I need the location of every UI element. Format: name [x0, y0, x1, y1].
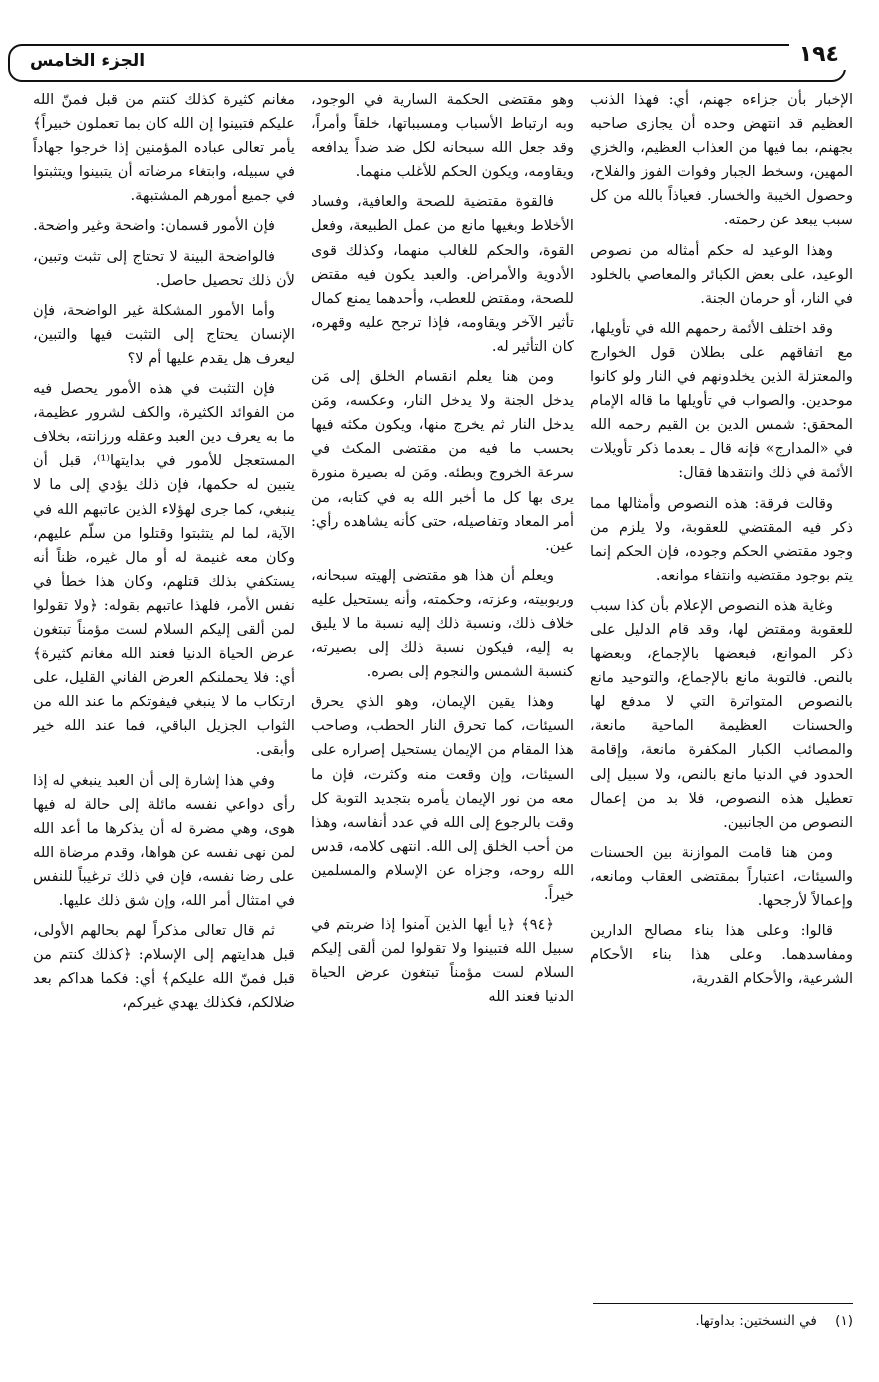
- paragraph: وأما الأمور المشكلة غير الواضحة، فإن الإنسان يحتاج إلى التثبت فيها والتبين، ليعرف هل يقدم عليها أم لا؟: [33, 301, 295, 367]
- paragraph: الإخبار بأن جزاءه جهنم، أي: فهذا الذنب العظيم قد انتهض وحده أن يجازى صاحبه بجهنم، بما فيها من العذاب العظيم، والخزي المهين، وسخط الجبار وفوات الفوز والفلاح، وحصول الخيبة والخسار. فعياذاً بالله من كل سبب يبعد عن رحمته.: [590, 91, 853, 229]
- paragraph: مغانم كثيرة كذلك كنتم من قبل فمنّ الله عليكم فتبينوا إن الله كان بما تعملون خبيراً﴾ يأمر تعالى عباده المؤمنين إذا خرجوا جهاداً في سبيله، وابتغاء مرضاته أن يتبينوا ويتثبتوا في جميع أمورهم المشتبهة.: [33, 91, 295, 205]
- page-number: ١٩٤: [789, 40, 849, 70]
- paragraph: وهذا الوعيد له حكم أمثاله من نصوص الوعيد، على بعض الكبائر والمعاصي بالخلود في النار، أو حرمان الجنة.: [590, 241, 853, 307]
- text-column-left: [33, 88, 295, 1306]
- paragraph: ثم قال تعالى مذكراً لهم بحالهم الأولى، قبل هدايتهم إلى الإسلام: ﴿كذلك كنتم من قبل فمنّ الله عليكم﴾ أي: فكما هداكم بعد ضلالكم، فكذلك يهدي غيركم،: [33, 922, 295, 1012]
- paragraph: فإن التثبت في هذه الأمور يحصل فيه من الفوائد الكثيرة، والكف لشرور عظيمة، ما به يعرف دين العبد وعقله ورزانته، بخلاف المستعجل للأمور في بدايتها⁽¹⁾، قبل أن يتبين له حكمها، فإن ذلك يؤدي إلى ما لا ينبغي، كما جرى لهؤلاء الذين عاتبهم الله في الآية، لما لم يتثبتوا وقتلوا من سلّم عليهم، وكان معه غنيمة له أو مال غيره، ظناً أنه يستكفي بذلك قتلهم، وكان هذا خطأ في نفس الأمر، فلهذا عاتبهم بقوله: ﴿ولا تقولوا لمن ألقى إليكم السلام لست مؤمناً تبتغون عرض الحياة الدنيا فعند الله مغانم كثيرة﴾ أي: فلا يحملنكم العرض الفاني القليل، على ارتكاب ما لا ينبغي فيفوتكم ما عند الله من الثواب الجزيل الباقي، فما عند الله خير وأبقى.: [33, 380, 295, 759]
- paragraph: فالقوة مقتضية للصحة والعافية، وفساد الأخلاط وبغيها مانع من عمل الطبيعة، وفعل القوة، والحكم للغالب منهما، وكذلك قوى الأدوية والأمراض. والعبد يكون فيه مقتض للصحة، ومقتض للعطب، وأحدهما يمنع كمال تأثير الآخر ويقاومه، فإذا ترجح عليه وقهره، كان التأثير له.: [311, 193, 574, 355]
- footnote-text: في النسختين: بداوتها.: [695, 1313, 817, 1329]
- text-column-middle: [311, 88, 574, 1306]
- paragraph: وهو مقتضى الحكمة السارية في الوجود، وبه ارتباط الأسباب ومسبباتها، خلقاً وأمراً، وقد جعل الله سبحانه لكل ضد ضداً يدافعه ويقاومه، ويكون الحكم للأغلب منهما.: [311, 91, 574, 181]
- paragraph: ومن هنا قامت الموازنة بين الحسنات والسيئات، اعتباراً بمقتضى العقاب ومانعه، وإعمالاً لأرجحها.: [590, 843, 853, 909]
- paragraph: فإن الأمور قسمان: واضحة وغير واضحة.: [33, 217, 275, 235]
- text-column-right: [590, 88, 853, 1306]
- running-head: الجزء الخامس: [22, 48, 153, 74]
- paragraph: وغاية هذه النصوص الإعلام بأن كذا سبب للعقوبة ومقتض لها، وقد قام الدليل على ذكر الموانع، فبعضها بالإجماع، وبعضها بالنص. فالتوبة مانع بالإجماع، والتوحيد مانع بالنصوص المتواترة التي لا مدفع لها والحسنات العظيمة الماحية مانعة، والمصائب الكبار المكفرة مانعة، وإقامة الحدود في الدنيا مانع بالنص، ولا سبيل إلى تعطيل هذه النصوص، فلا بد من إعمال النصوص من الجانبين.: [590, 596, 853, 831]
- paragraph: وهذا يقين الإيمان، وهو الذي يحرق السيئات، كما تحرق النار الحطب، وصاحب هذا المقام من الإيمان يستحيل إصراره على السيئات، وإن وقعت منه وكثرت، فإن ما معه من نور الإيمان يأمره بتجديد التوبة كل وقت بالرجوع إلى الله في عدد أنفاسه، وهذا من أحب الخلق إلى الله. انتهى كلامه، قدس الله روحه، وجزاه عن الإسلام والمسلمين خيراً.: [311, 693, 574, 903]
- paragraph: ويعلم أن هذا هو مقتضى إلهيته سبحانه، وربوبيته، وعزته، وحكمته، وأنه يستحيل عليه خلاف ذلك، ونسبة ذلك إليه نسبة ما لا يليق به إليه، فيكون نسبة ذلك إلى بصيرته، كنسبة الشمس والنجوم إلى بصره.: [311, 566, 574, 681]
- paragraph: ﴿٩٤﴾ ﴿يا أيها الذين آمنوا إذا ضربتم في سبيل الله فتبينوا ولا تقولوا لمن ألقى إليكم السلام لست مؤمناً تبتغون عرض الحياة الدنيا فعند الله: [311, 916, 574, 1006]
- footnote-number: (١): [835, 1313, 853, 1329]
- paragraph: وقالت فرقة: هذه النصوص وأمثالها مما ذكر فيه المقتضي للعقوبة، ولا يلزم من وجود مقتضي الحكم وجوده، فإن الحكم إنما يتم بوجود مقتضيه وانتفاء موانعه.: [590, 494, 853, 584]
- footnote: [453, 1310, 853, 1332]
- footnote-divider: [593, 1303, 853, 1304]
- paragraph: ومن هنا يعلم انقسام الخلق إلى مَن يدخل الجنة ولا يدخل النار، وعكسه، ومَن يدخل النار ثم يخرج منها، ويكون مكثه فيها بحسب ما فيه من مقتضى المكث في سرعة الخروج وبطئه. ومَن له بصيرة منورة يرى بها كل ما أخبر الله به في كتابه، من أمر المعاد وتفاصيله، حتى كأنه يشاهده رأي: عين.: [311, 368, 574, 554]
- paragraph: وفي هذا إشارة إلى أن العبد ينبغي له إذا رأى دواعي نفسه مائلة إلى حالة له فيها هوى، وهي مضرة له أن يذكرها ما أعد الله لمن نهى نفسه عن هواها، وقدم مرضاة الله على رضا نفسه، فإن في ذلك ترغيباً للنفس في امتثال أمر الله، وإن شق ذلك عليها.: [33, 771, 295, 909]
- paragraph: وقد اختلف الأئمة رحمهم الله في تأويلها، مع اتفاقهم على بطلان قول الخوارج والمعتزلة الذين يخلدونهم في النار ولو كانوا موحدين. والصواب في تأويلها ما قاله الإمام المحقق: شمس الدين بن القيم رحمه الله في «المدارج» فإنه قال ـ بعدما ذكر تأويلات الأئمة في ذلك وانتقدها فقال:: [590, 319, 853, 482]
- paragraph: قالوا: وعلى هذا بناء مصالح الدارين ومفاسدهما. وعلى هذا بناء الأحكام الشرعية، والأحكام القدرية،: [590, 922, 853, 988]
- paragraph: فالواضحة البينة لا تحتاج إلى تثبت وتبين، لأن ذلك تحصيل حاصل.: [33, 247, 295, 289]
